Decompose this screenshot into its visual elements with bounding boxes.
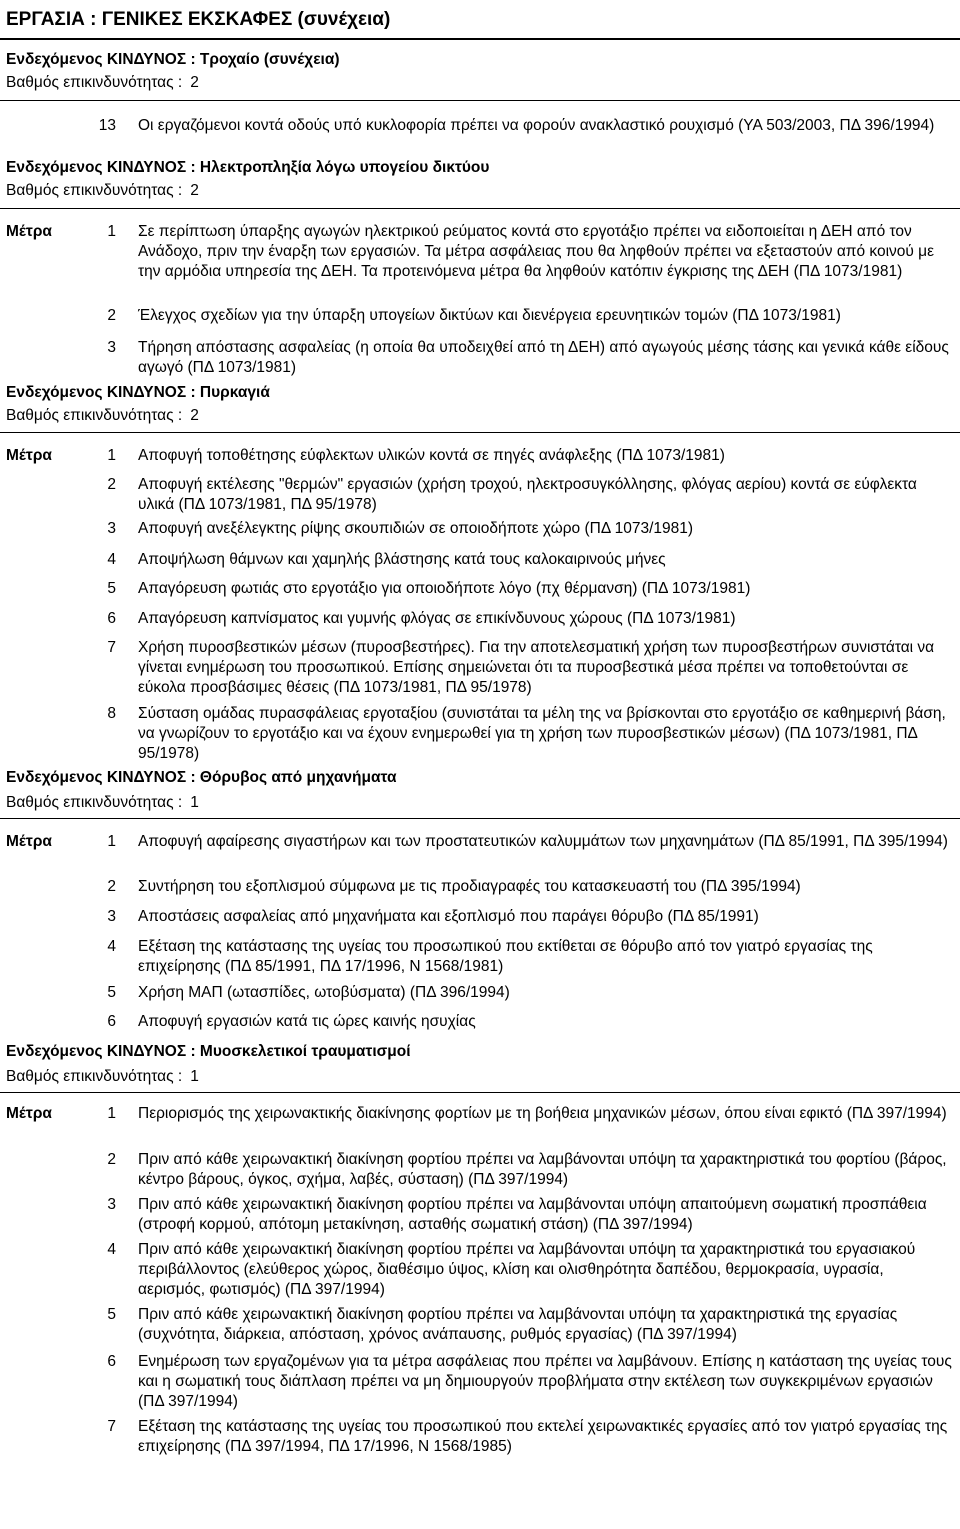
hazard-level-value: 1 [190, 1068, 199, 1085]
hazard-level-label: Βαθμός επικινδυνότητας : [6, 182, 183, 199]
hazard-level-value: 2 [190, 182, 199, 199]
measure-number: 4 [107, 938, 116, 955]
measure-number: 2 [107, 1151, 116, 1168]
measure-text: Περιορισμός της χειρωνακτικής διακίνησης φορτίων με τη βοήθεια μηχανικών μέσων, όπου είναι εφικτό (ΠΔ 397/1994) [138, 1105, 947, 1122]
measure-number: 6 [107, 610, 116, 627]
measure-number: 1 [107, 833, 116, 850]
measure-number: 1 [107, 1105, 116, 1122]
hazard-level-label: Βαθμός επικινδυνότητας : [6, 794, 183, 811]
hazard-title: Ενδεχόμενος ΚΙΝΔΥΝΟΣ : Πυρκαγιά [6, 384, 270, 401]
measure-text: Ενημέρωση των εργαζομένων για τα μέτρα ασφάλειας που πρέπει να λαμβάνουν. Επίσης η κατάσταση της υγείας τους και η σωματική τους διάπλαση πρέπει να μη δημιουργούν προβλήματα στην εκτέλεση των συγκεκριμένων εργασιών (ΠΔ 397/1994) [138, 1353, 952, 1410]
measure-text: Έλεγχος σχεδίων για την ύπαρξη υπογείων δικτύων και διενέργεια ερευνητικών τομών (ΠΔ 1073/1981) [138, 307, 841, 324]
measure-number: 6 [107, 1353, 116, 1370]
measures-label: Μέτρα [6, 1105, 52, 1122]
hazard-level [6, 793, 199, 813]
hazard-level [6, 181, 199, 201]
section-divider [0, 1092, 960, 1093]
measure-text: Αποψήλωση θάμνων και χαμηλής βλάστησης κατά τους καλοκαιρινούς μήνες [138, 551, 666, 568]
measure-number: 1 [107, 223, 116, 240]
measure-text: Τήρηση απόστασης ασφαλείας (η οποία θα υποδειχθεί από τη ΔΕΗ) από αγωγούς μέσης τάσης και γενικά κάθε είδους αγωγό (ΠΔ 1073/1981) [138, 339, 949, 376]
measure-number: 3 [107, 339, 116, 356]
measure-number: 3 [107, 520, 116, 537]
measure-text: Απαγόρευση καπνίσματος και γυμνής φλόγας σε επικίνδυνους χώρους (ΠΔ 1073/1981) [138, 610, 736, 627]
measure-text: Πριν από κάθε χειρωνακτική διακίνηση φορτίου πρέπει να λαμβάνονται υπόψη τα χαρακτηριστικά του φορτίου (βάρος, κέντρο βάρους, όγκος, σχήμα, λαβές, σύσταση) (ΠΔ 397/1994) [138, 1151, 947, 1188]
hazard-level-value: 2 [190, 74, 199, 91]
measure-number: 5 [107, 1306, 116, 1323]
hazard-level [6, 73, 199, 93]
measure-text: Αποφυγή αφαίρεσης σιγαστήρων και των προστατευτικών καλυμμάτων των μηχανημάτων (ΠΔ 85/1991, ΠΔ 395/1994) [138, 833, 948, 850]
measure-number: 4 [107, 551, 116, 568]
measure-text: Συντήρηση του εξοπλισμού σύμφωνα με τις προδιαγραφές του κατασκευαστή του (ΠΔ 395/1994) [138, 878, 801, 895]
measure-number: 8 [107, 705, 116, 722]
section-divider [0, 818, 960, 819]
measure-number: 3 [107, 1196, 116, 1213]
hazard-level [6, 406, 199, 426]
title-bar [0, 0, 960, 38]
measure-text: Αποφυγή τοποθέτησης εύφλεκτων υλικών κοντά σε πηγές ανάφλεξης (ΠΔ 1073/1981) [138, 447, 725, 464]
measure-text: Απαγόρευση φωτιάς στο εργοτάξιο για οποιοδήποτε λόγο (πχ θέρμανση) (ΠΔ 1073/1981) [138, 580, 751, 597]
measure-number: 7 [107, 1418, 116, 1435]
measure-number: 5 [107, 984, 116, 1001]
measure-number: 6 [107, 1013, 116, 1030]
measures-label: Μέτρα [6, 223, 52, 240]
measure-number: 13 [98, 117, 116, 134]
measure-number: 2 [107, 878, 116, 895]
measures-label: Μέτρα [6, 833, 52, 850]
measure-number: 2 [107, 307, 116, 324]
measure-text: Πριν από κάθε χειρωνακτική διακίνηση φορτίου πρέπει να λαμβάνονται υπόψη τα χαρακτηριστικά του εργασιακού περιβάλλοντος (ελεύθερος χώρος, διαθέσιμο ύψος, κλίση και ολισθηρότητα δαπέδου, θερμοκρασία, υγρασία, αερισμός, φωτισμός) (ΠΔ 397/1994) [138, 1241, 916, 1298]
measure-text: Πριν από κάθε χειρωνακτική διακίνηση φορτίου πρέπει να λαμβάνονται υπόψη απαιτούμενη σωματική προσπάθεια (στροφή κορμού, απότομη μετακίνηση, ασταθής σωματική στάση) (ΠΔ 397/1994) [138, 1196, 927, 1233]
hazard-level-label: Βαθμός επικινδυνότητας : [6, 74, 183, 91]
measure-text: Σύσταση ομάδας πυρασφάλειας εργοταξίου (συνιστάται τα μέλη της να βρίσκονται στο εργοτάξιο σε καθημερινή βάση, να γνωρίζουν το εργοτάξιο και να έχουν ενημερωθεί για τη χρήση των πυροσβεστικών μέσων) (ΠΔ 1073/1981, ΠΔ 95/1978) [138, 705, 946, 762]
measure-text: Χρήση ΜΑΠ (ωτασπίδες, ωτοβύσματα) (ΠΔ 396/1994) [138, 984, 510, 1001]
measure-text: Οι εργαζόμενοι κοντά οδούς υπό κυκλοφορία πρέπει να φορούν ανακλαστικό ρουχισμό (ΥΑ 503/2003, ΠΔ 396/1994) [138, 117, 935, 134]
hazard-level-label: Βαθμός επικινδυνότητας : [6, 407, 183, 424]
measure-text: Πριν από κάθε χειρωνακτική διακίνηση φορτίου πρέπει να λαμβάνονται υπόψη τα χαρακτηριστικά της εργασίας (συχνότητα, διάρκεια, απόσταση, χρόνος ανάπαυσης, ρυθμός εργασίας) (ΠΔ 397/1994) [138, 1306, 898, 1343]
hazard-level-value: 2 [190, 407, 199, 424]
measure-text: Αποφυγή εργασιών κατά τις ώρες καινής ησυχίας [138, 1013, 476, 1030]
measure-text: Αποστάσεις ασφαλείας από μηχανήματα και εξοπλισμό που παράγει θόρυβο (ΠΔ 85/1991) [138, 908, 759, 925]
hazard-title: Ενδεχόμενος ΚΙΝΔΥΝΟΣ : Ηλεκτροπληξία λόγω υπογείου δικτύου [6, 159, 490, 176]
measure-text: Αποφυγή εκτέλεσης "θερμών" εργασιών (χρήση τροχού, ηλεκτροσυγκόλλησης, φλόγας αερίου) κοντά σε εύφλεκτα υλικά (ΠΔ 1073/1981, ΠΔ 95/1978) [138, 476, 917, 513]
measure-number: 1 [107, 447, 116, 464]
page-title: ΕΡΓΑΣΙΑ : ΓΕΝΙΚΕΣ ΕΚΣΚΑΦΕΣ (συνέχεια) [6, 9, 391, 30]
measure-number: 4 [107, 1241, 116, 1258]
section-divider [0, 432, 960, 433]
measure-text: Εξέταση της κατάστασης της υγείας του προσωπικού που εκτελεί χειρωνακτικές εργασίες από τον γιατρό εργασίας της επιχείρησης (ΠΔ 397/1994, ΠΔ 17/1996, Ν 1568/1985) [138, 1418, 948, 1455]
section-divider [0, 208, 960, 209]
measure-number: 2 [107, 476, 116, 493]
title-divider [0, 38, 960, 40]
measure-text: Σε περίπτωση ύπαρξης αγωγών ηλεκτρικού ρεύματος κοντά στο εργοτάξιο πρέπει να ειδοποιείται η ΔΕΗ από τον Ανάδοχο, πριν την έναρξη των εργασιών. Τα μέτρα ασφάλειας που θα ληφθούν πρέπει να εξεταστούν από κοινού με την αρμόδια υπηρεσία της ΔΕΗ. Τα προτεινόμενα μέτρα θα ληφθούν κατόπιν έγκρισης της ΔΕΗ (ΠΔ 1073/1981) [138, 223, 935, 280]
measure-text: Χρήση πυροσβεστικών μέσων (πυροσβεστήρες). Για την αποτελεσματική χρήση των πυροσβεστήρων συνιστάται να γίνεται ενημέρωση του προσωπικού. Επίσης σημειώνεται ότι τα πυροσβεστικά μέσα πρέπει να τοποθετούνται σε εύκολα προσβάσιμες θέσεις (ΠΔ 1073/1981, ΠΔ 95/1978) [138, 639, 935, 696]
measure-number: 7 [107, 639, 116, 656]
hazard-level-value: 1 [190, 794, 199, 811]
hazard-title: Ενδεχόμενος ΚΙΝΔΥΝΟΣ : Τροχαίο (συνέχεια) [6, 51, 340, 68]
section-divider [0, 100, 960, 101]
hazard-level [6, 1067, 199, 1087]
hazard-title: Ενδεχόμενος ΚΙΝΔΥΝΟΣ : Θόρυβος από μηχανήματα [6, 769, 397, 786]
measure-text: Αποφυγή ανεξέλεγκτης ρίψης σκουπιδιών σε οποιοδήποτε χώρο (ΠΔ 1073/1981) [138, 520, 694, 537]
measure-number: 5 [107, 580, 116, 597]
measure-number: 3 [107, 908, 116, 925]
measure-text: Εξέταση της κατάστασης της υγείας του προσωπικού που εκτίθεται σε θόρυβο από τον γιατρό εργασίας της επιχείρησης (ΠΔ 85/1991, ΠΔ 17/1996, Ν 1568/1981) [138, 938, 873, 975]
hazard-title: Ενδεχόμενος ΚΙΝΔΥΝΟΣ : Μυοσκελετικοί τραυματισμοί [6, 1043, 411, 1060]
measures-label: Μέτρα [6, 447, 52, 464]
hazard-level-label: Βαθμός επικινδυνότητας : [6, 1068, 183, 1085]
